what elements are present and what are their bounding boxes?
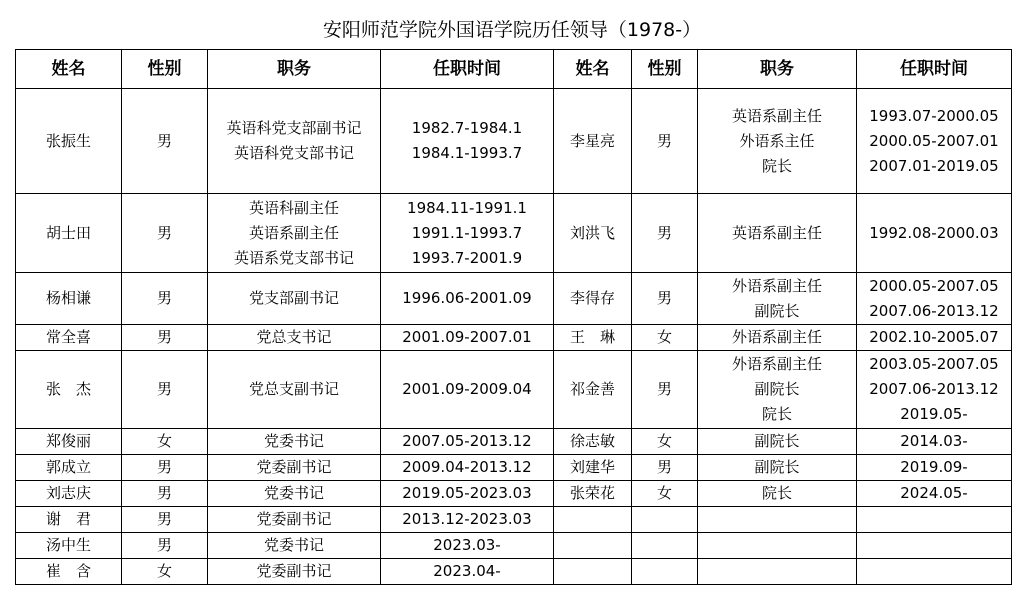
position-cell-line: 院长 xyxy=(761,484,792,502)
name-cell: 李星亮 xyxy=(554,89,632,194)
table-row xyxy=(16,455,1012,481)
position-cell-line: 外语系主任 xyxy=(739,131,815,150)
term-cell-line: 1993.07-2000.05 xyxy=(869,106,999,125)
header-position-right: 职务 xyxy=(698,50,857,89)
position-cell-line: 党委书记 xyxy=(263,484,324,502)
term-cell-line: 2019.05-2023.03 xyxy=(402,484,532,502)
table-row xyxy=(16,533,1012,559)
position-cell xyxy=(208,194,381,273)
table-row xyxy=(16,507,1012,533)
position-cell-line: 副院长 xyxy=(754,432,800,450)
term-cell xyxy=(381,507,554,533)
name-cell: 祁金善 xyxy=(554,351,632,429)
gender-cell: 男 xyxy=(632,351,698,429)
position-cell xyxy=(208,429,381,455)
position-cell-line: 副院长 xyxy=(754,301,800,320)
term-cell-line: 2002.10-2005.07 xyxy=(869,328,999,346)
name-cell: 崔 含 xyxy=(16,559,122,585)
term-cell-line: 1984.11-1991.1 xyxy=(407,198,527,217)
position-cell xyxy=(208,351,381,429)
term-cell xyxy=(857,89,1012,194)
position-cell-line: 英语科党支部书记 xyxy=(233,144,354,162)
gender-cell: 男 xyxy=(122,89,208,194)
gender-cell: 男 xyxy=(632,455,698,481)
position-cell xyxy=(208,89,381,194)
term-cell xyxy=(857,273,1012,325)
term-cell-line: 1992.08-2000.03 xyxy=(869,223,999,242)
term-cell xyxy=(381,481,554,507)
position-cell xyxy=(698,533,857,559)
table-row xyxy=(16,89,1012,194)
term-cell-line: 1984.1-1993.7 xyxy=(411,144,523,162)
gender-cell: 男 xyxy=(632,89,698,194)
position-cell xyxy=(208,273,381,325)
term-cell xyxy=(381,351,554,429)
term-cell xyxy=(381,194,554,273)
table-row xyxy=(16,194,1012,273)
position-cell xyxy=(698,481,857,507)
leaders-table xyxy=(15,49,1012,585)
position-cell-line: 党委副书记 xyxy=(256,458,332,476)
term-cell-line: 2003.05-2007.05 xyxy=(869,355,999,373)
position-cell-line: 党委副书记 xyxy=(256,510,332,528)
term-cell-line: 2007.06-2013.12 xyxy=(869,301,999,320)
gender-cell: 男 xyxy=(122,507,208,533)
term-cell xyxy=(381,325,554,351)
position-cell-line: 英语系党支部书记 xyxy=(233,248,354,267)
term-cell xyxy=(857,351,1012,429)
header-term-right: 任职时间 xyxy=(857,50,1012,89)
term-cell-line: 2009.04-2013.12 xyxy=(402,458,532,476)
gender-cell: 男 xyxy=(632,273,698,325)
term-cell xyxy=(381,89,554,194)
name-cell: 胡士田 xyxy=(16,194,122,273)
term-cell xyxy=(857,325,1012,351)
term-cell-line: 2019.09- xyxy=(900,458,968,476)
name-cell: 杨相谦 xyxy=(16,273,122,325)
position-cell xyxy=(208,533,381,559)
name-cell: 郭成立 xyxy=(16,455,122,481)
term-cell-line: 2001.09-2007.01 xyxy=(402,328,532,346)
gender-cell: 女 xyxy=(632,325,698,351)
name-cell xyxy=(554,507,632,533)
term-cell-line: 1993.7-2001.9 xyxy=(411,248,523,267)
position-cell-line: 党支部副书记 xyxy=(248,289,339,307)
term-cell-line: 2014.03- xyxy=(900,432,968,450)
gender-cell: 女 xyxy=(122,429,208,455)
position-cell-line: 英语科副主任 xyxy=(248,198,339,217)
term-cell-line: 1982.7-1984.1 xyxy=(411,119,523,137)
name-cell: 刘建华 xyxy=(554,455,632,481)
position-cell-line: 院长 xyxy=(761,156,792,175)
header-gender: 性别 xyxy=(122,50,208,89)
name-cell: 张荣花 xyxy=(554,481,632,507)
term-cell-line: 2001.09-2009.04 xyxy=(402,380,532,398)
table-row xyxy=(16,325,1012,351)
term-cell-line: 2023.03- xyxy=(433,536,501,554)
table-row xyxy=(16,559,1012,585)
position-cell-line: 外语系副主任 xyxy=(731,276,822,295)
term-cell xyxy=(381,533,554,559)
term-cell xyxy=(857,455,1012,481)
position-cell-line: 院长 xyxy=(761,405,792,423)
header-name: 姓名 xyxy=(16,50,122,89)
position-cell xyxy=(208,507,381,533)
page-title: 安阳师范学院外国语学院历任领导（1978-） xyxy=(322,19,702,41)
position-cell-line: 英语系副主任 xyxy=(731,223,822,242)
table-row xyxy=(16,351,1012,429)
term-cell xyxy=(381,455,554,481)
name-cell: 王 琳 xyxy=(554,325,632,351)
position-cell-line: 党总支副书记 xyxy=(248,380,339,398)
name-cell: 刘洪飞 xyxy=(554,194,632,273)
position-cell-line: 外语系副主任 xyxy=(731,328,822,346)
name-cell: 郑俊丽 xyxy=(16,429,122,455)
position-cell xyxy=(698,351,857,429)
position-cell-line: 党委副书记 xyxy=(256,562,332,580)
gender-cell: 男 xyxy=(122,455,208,481)
gender-cell: 女 xyxy=(632,481,698,507)
term-cell-line: 2013.12-2023.03 xyxy=(402,510,532,528)
position-cell-line: 党总支书记 xyxy=(256,328,332,346)
name-cell: 汤中生 xyxy=(16,533,122,559)
position-cell-line: 党委书记 xyxy=(263,432,324,450)
term-cell xyxy=(857,507,1012,533)
gender-cell xyxy=(632,559,698,585)
name-cell: 张振生 xyxy=(16,89,122,194)
term-cell-line: 2019.05- xyxy=(900,405,968,423)
position-cell xyxy=(698,273,857,325)
gender-cell xyxy=(632,507,698,533)
gender-cell: 男 xyxy=(122,481,208,507)
term-cell-line: 2023.04- xyxy=(433,562,501,580)
position-cell xyxy=(208,455,381,481)
name-cell: 张 杰 xyxy=(16,351,122,429)
gender-cell: 男 xyxy=(122,533,208,559)
position-cell-line: 英语系副主任 xyxy=(248,223,339,242)
term-cell xyxy=(857,559,1012,585)
position-cell-line: 党委书记 xyxy=(263,536,324,554)
header-row xyxy=(16,50,1012,89)
term-cell xyxy=(381,429,554,455)
term-cell-line: 2007.06-2013.12 xyxy=(869,380,999,398)
header-gender-right: 性别 xyxy=(632,50,698,89)
term-cell-line: 1991.1-1993.7 xyxy=(411,223,523,242)
position-cell-line: 副院长 xyxy=(754,458,800,476)
table-row xyxy=(16,273,1012,325)
position-cell xyxy=(698,559,857,585)
name-cell: 谢 君 xyxy=(16,507,122,533)
term-cell xyxy=(857,533,1012,559)
position-cell xyxy=(698,455,857,481)
header-name-right: 姓名 xyxy=(554,50,632,89)
term-cell-line: 2024.05- xyxy=(900,484,968,502)
name-cell: 李得存 xyxy=(554,273,632,325)
position-cell xyxy=(698,429,857,455)
term-cell-line: 2007.01-2019.05 xyxy=(869,156,999,175)
position-cell xyxy=(698,325,857,351)
gender-cell xyxy=(632,533,698,559)
gender-cell: 男 xyxy=(122,351,208,429)
term-cell-line: 1996.06-2001.09 xyxy=(402,289,532,307)
term-cell xyxy=(381,273,554,325)
gender-cell: 男 xyxy=(122,273,208,325)
name-cell: 刘志庆 xyxy=(16,481,122,507)
name-cell: 常全喜 xyxy=(16,325,122,351)
position-cell xyxy=(698,507,857,533)
table-row xyxy=(16,429,1012,455)
term-cell xyxy=(857,481,1012,507)
gender-cell: 女 xyxy=(122,559,208,585)
table-row xyxy=(16,481,1012,507)
position-cell xyxy=(208,325,381,351)
name-cell xyxy=(554,559,632,585)
gender-cell: 男 xyxy=(122,325,208,351)
name-cell xyxy=(554,533,632,559)
position-cell-line: 英语系副主任 xyxy=(731,106,822,125)
gender-cell: 男 xyxy=(632,194,698,273)
gender-cell: 男 xyxy=(122,194,208,273)
term-cell-line: 2000.05-2007.01 xyxy=(869,131,999,150)
position-cell xyxy=(698,89,857,194)
header-term: 任职时间 xyxy=(381,50,554,89)
position-cell-line: 英语科党支部副书记 xyxy=(226,119,362,137)
header-position: 职务 xyxy=(208,50,381,89)
term-cell-line: 2000.05-2007.05 xyxy=(869,276,999,295)
term-cell xyxy=(857,194,1012,273)
position-cell xyxy=(698,194,857,273)
term-cell-line: 2007.05-2013.12 xyxy=(402,432,532,450)
position-cell-line: 副院长 xyxy=(754,380,800,398)
gender-cell: 女 xyxy=(632,429,698,455)
term-cell xyxy=(857,429,1012,455)
name-cell: 徐志敏 xyxy=(554,429,632,455)
position-cell xyxy=(208,559,381,585)
position-cell-line: 外语系副主任 xyxy=(731,355,822,373)
term-cell xyxy=(381,559,554,585)
position-cell xyxy=(208,481,381,507)
